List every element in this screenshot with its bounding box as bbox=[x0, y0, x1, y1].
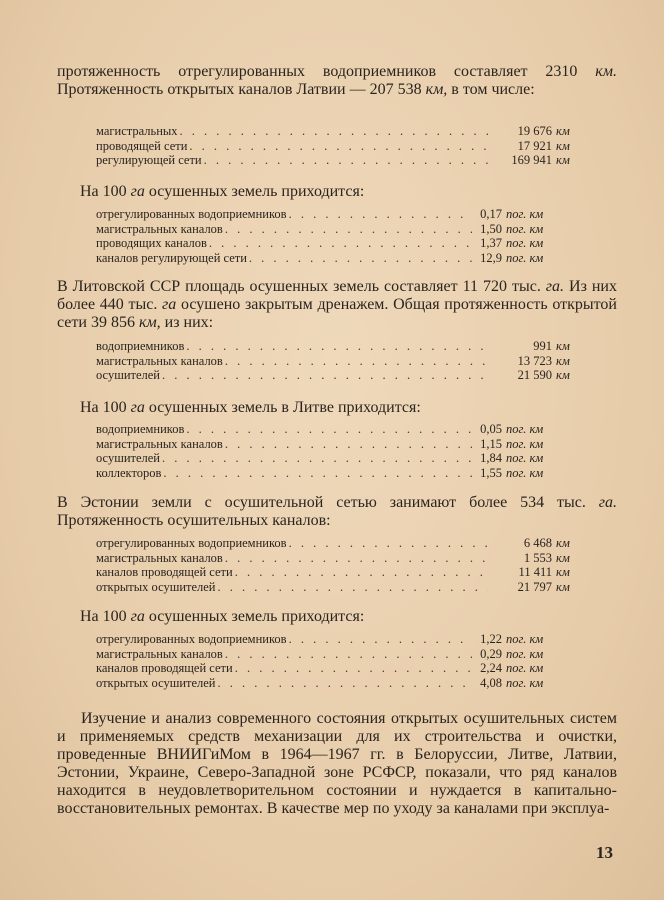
list-item: магистральных каналов . . . 1,15 пог. км bbox=[96, 437, 578, 452]
paragraph-study: Изучение и анализ современного состояния открытых осушительных систем и применяемых средств механизации для их строительства и очистки, проведенные ВНИИГиМом в 1964—1967 гг. в Белоруссии, Литве, Латвии, Эстонии, Украине, Северо-Западной зоне РСФСР, показали, что ряд каналов находится в неудовлетворительном состоянии и нуждается в капитально-восстановительных ремонтах. В качестве мер по уходу за каналами при эксплуа- bbox=[57, 710, 617, 817]
list-item: открытых осушителей . . . 4,08 пог. км bbox=[96, 676, 578, 691]
list-item: проводящих каналов . . . 1,37 пог. км bbox=[96, 236, 578, 251]
latvia-per100-list bbox=[96, 207, 578, 265]
list-item: магистральных каналов . . . 13 723 км bbox=[96, 354, 578, 369]
lithuania-network-list bbox=[96, 339, 578, 383]
list-item: каналов проводящей сети . . . 11 411 км bbox=[96, 565, 578, 580]
list-item: магистральных каналов . . . 1 553 км bbox=[96, 551, 578, 566]
paragraph-estonia: В Эстонии земли с осушительной сетью занимают более 534 тыс. га. Протяженность осушительных каналов: bbox=[57, 494, 617, 529]
list-item: каналов регулирующей сети . . . 12,9 пог. км bbox=[96, 251, 578, 266]
paragraph-latvia: протяженность отрегулированных водоприемников составляет 2310 км. Протяженность открытых каналов Латвии — 207 538 км, в том числе: bbox=[57, 63, 617, 98]
list-item: отрегулированных водоприемников . . . 6 468 км bbox=[96, 536, 578, 551]
list-item: водоприемников . . . 0,05 пог. км bbox=[96, 422, 578, 437]
list-item: отрегулированных водоприемников . . . 1,22 пог. км bbox=[96, 632, 578, 647]
list-item: осушителей . . . 21 590 км bbox=[96, 368, 578, 383]
list-item: магистральных . . . 19 676 км bbox=[96, 124, 578, 139]
list-item: коллекторов . . . 1,55 пог. км bbox=[96, 466, 578, 481]
list-item: отрегулированных водоприемников . . . 0,17 пог. км bbox=[96, 207, 578, 222]
heading-lithuania-per100: На 100 га осушенных земель в Литве приходится: bbox=[80, 399, 421, 416]
list-item: проводящей сети . . . 17 921 км bbox=[96, 139, 578, 154]
list-item: регулирующей сети . . . 169 941 км bbox=[96, 153, 578, 168]
page-number: 13 bbox=[596, 843, 613, 862]
list-item: каналов проводящей сети . . . 2,24 пог. км bbox=[96, 661, 578, 676]
latvia-canals-list bbox=[96, 124, 578, 168]
estonia-per100-list bbox=[96, 632, 578, 690]
list-item: осушителей . . . 1,84 пог. км bbox=[96, 451, 578, 466]
list-item: открытых осушителей . . . 21 797 км bbox=[96, 580, 578, 595]
list-item: водоприемников . . . 991 км bbox=[96, 339, 578, 354]
list-item: магистральных каналов . . . 0,29 пог. км bbox=[96, 647, 578, 662]
paragraph-lithuania: В Литовской ССР площадь осушенных земель составляет 11 720 тыс. га. Из них более 440 тыс. га осушено закрытым дренажем. Общая протяженность открытой сети 39 856 км, из них: bbox=[57, 278, 617, 331]
heading-latvia-per100: На 100 га осушенных земель приходится: bbox=[80, 183, 365, 200]
lithuania-per100-list bbox=[96, 422, 578, 480]
estonia-canals-list bbox=[96, 536, 578, 594]
list-item: магистральных каналов . . . 1,50 пог. км bbox=[96, 222, 578, 237]
heading-estonia-per100: На 100 га осушенных земель приходится: bbox=[80, 608, 365, 625]
